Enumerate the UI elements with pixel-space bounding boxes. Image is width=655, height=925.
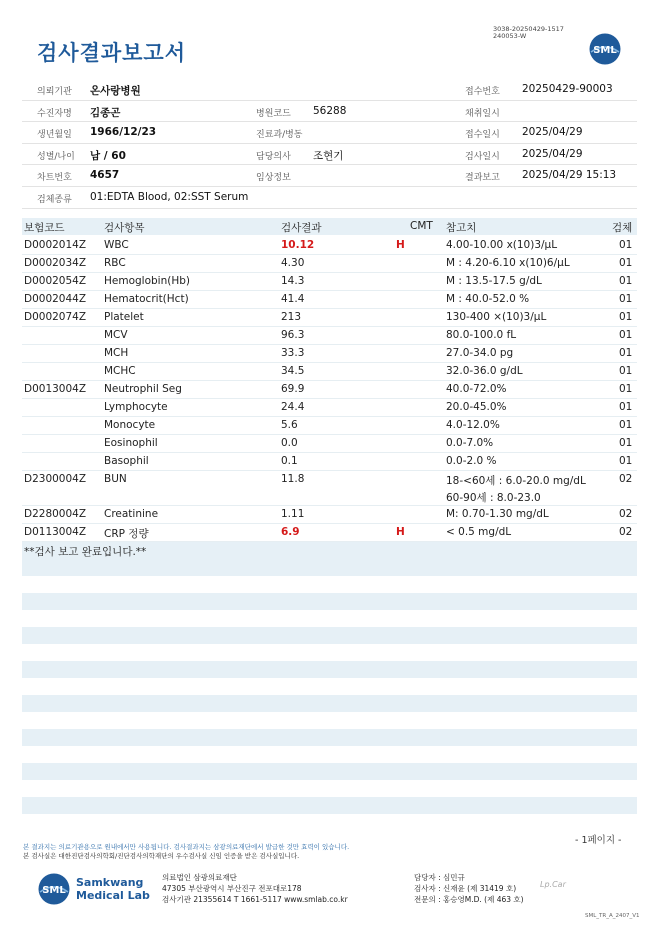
dept-label: 진료과/병동 [256, 130, 303, 141]
blank-row [22, 729, 637, 746]
table-row [22, 345, 637, 363]
table-row [22, 363, 637, 381]
table-row [22, 273, 637, 291]
info-row [22, 165, 637, 187]
table-row [22, 255, 637, 273]
reference-range: < 0.5 mg/dL [446, 526, 512, 538]
test-result: 5.6 [281, 419, 298, 431]
blank-row [22, 627, 637, 644]
header-specimen: 검체 [612, 222, 633, 234]
staff-info [414, 872, 524, 905]
brand-name [76, 876, 150, 902]
signature: Lp.Car [540, 880, 566, 889]
info-row [22, 122, 637, 144]
page-number: - 1페이지 - [575, 835, 622, 846]
receipt-no-value: 20250429-90003 [522, 83, 613, 95]
form-code: SML_TR_A_2407_V1 [585, 913, 640, 919]
test-code: D0013004Z [24, 383, 87, 395]
test-result: 10.12 [281, 239, 315, 251]
info-row [22, 79, 637, 101]
test-item: MCV [104, 329, 128, 341]
info-row [22, 187, 637, 209]
test-result: 34.5 [281, 365, 305, 377]
footer-notice: 본 결과지는 의료기관용으로 원내에서만 사용됩니다. 검사결과지는 삼광의료재단에서 발급한 것만 효력이 있습니다. [23, 843, 350, 851]
test-date-value: 2025/04/29 [522, 147, 583, 160]
reference-range: 80.0-100.0 fL [446, 329, 517, 341]
footer-logo-text: SML [42, 885, 66, 896]
info-row [22, 101, 637, 123]
specimen-code: 01 [619, 437, 633, 449]
results-table-header [22, 218, 637, 235]
specimen-type-value: 01:EDTA Blood, 02:SST Serum [90, 190, 249, 203]
blank-row [22, 695, 637, 712]
specimen-code: 01 [619, 365, 633, 377]
reference-range: M : 4.20-6.10 x(10)6/μL [446, 257, 570, 269]
lab-address [162, 872, 348, 905]
header-code: 보험코드 [24, 222, 65, 234]
reference-range: 4.00-10.00 x(10)3/μL [446, 239, 558, 251]
test-result: 33.3 [281, 347, 305, 359]
table-row [22, 291, 637, 309]
specimen-code: 01 [619, 257, 633, 269]
specimen-code: 02 [619, 508, 633, 520]
institution-label: 의뢰기관 [37, 87, 72, 97]
table-row [22, 327, 637, 345]
receipt-date-value: 2025/04/29 [522, 126, 583, 139]
test-item: Hemoglobin(Hb) [104, 275, 191, 287]
test-result: 0.1 [281, 455, 298, 467]
test-result: 24.4 [281, 401, 305, 413]
test-result: 41.4 [281, 293, 305, 305]
table-row [22, 435, 637, 453]
report-complete-text: **검사 보고 완료입니다.** [24, 546, 147, 558]
test-code: D0002034Z [24, 257, 87, 269]
test-item: BUN [104, 473, 127, 485]
test-code: D0002054Z [24, 275, 87, 287]
addr-line2: 47305 부산광역시 부산진구 전포대로178 [162, 884, 302, 893]
test-item: MCH [104, 347, 129, 359]
report-date-label: 결과보고 [465, 173, 500, 184]
test-item: RBC [104, 257, 126, 269]
reference-range: M : 40.0-52.0 % [446, 293, 530, 305]
test-item: Platelet [104, 311, 144, 323]
addr-line1: 의료법인 삼광의료재단 [162, 873, 237, 882]
blank-row [22, 661, 637, 678]
test-result: 213 [281, 311, 302, 323]
report-date-value: 2025/04/29 15:13 [522, 169, 617, 182]
staff-line3: 전문의 : 홍승영M.D. (제 463 호) [414, 895, 524, 904]
collection-date-label: 채취일시 [465, 108, 500, 119]
accreditation-notice: 본 검사실은 대한진단검사의학회/진단검사의학재단의 우수검사실 신임 인증을 받은 검사실입니다. [23, 852, 300, 860]
clinical-info-label: 임상정보 [256, 173, 291, 184]
test-result: 96.3 [281, 329, 305, 341]
blank-row [22, 797, 637, 814]
staff-line2: 검사자 : 신재윤 (제 31419 호) [414, 884, 517, 893]
specimen-code: 01 [619, 401, 633, 413]
staff-line1: 담당자 : 심민규 [414, 873, 465, 882]
doctor-value: 조현기 [313, 149, 344, 162]
specimen-code: 01 [619, 419, 633, 431]
reference-range: 130-400 ×(10)3/μL [446, 311, 547, 323]
reference-range: 18-<60세 : 6.0-20.0 mg/dL [446, 475, 586, 487]
specimen-code: 01 [619, 329, 633, 341]
test-item: WBC [104, 239, 129, 251]
test-date-label: 검사일시 [465, 151, 500, 162]
reference-range: M : 13.5-17.5 g/dL [446, 275, 542, 287]
patient-value: 김종곤 [90, 106, 121, 119]
results-table-body [22, 237, 637, 560]
specimen-code: 01 [619, 383, 633, 395]
test-item: Hematocrit(Hct) [104, 293, 189, 305]
chart-no-label: 차트번호 [37, 173, 72, 184]
header-item: 검사항목 [104, 222, 145, 234]
specimen-code: 01 [619, 347, 633, 359]
table-row [22, 309, 637, 327]
receipt-date-label: 접수일시 [465, 130, 500, 141]
test-flag: H [396, 239, 405, 251]
test-item: Lymphocyte [104, 401, 168, 413]
header-result: 검사결과 [281, 222, 322, 234]
header-cmt: CMT [410, 220, 433, 232]
table-row [22, 237, 637, 255]
reference-range: 32.0-36.0 g/dL [446, 365, 523, 377]
reference-range: 40.0-72.0% [446, 383, 507, 395]
patient-label: 수진자명 [37, 108, 72, 119]
table-row [22, 453, 637, 471]
specimen-code: 02 [619, 473, 633, 485]
specimen-code: 01 [619, 293, 633, 305]
birth-label: 생년월일 [37, 130, 72, 141]
specimen-code: 02 [619, 526, 633, 538]
hospital-code-value: 56288 [313, 104, 347, 117]
specimen-code: 01 [619, 239, 633, 251]
test-item: Neutrophil Seg [104, 383, 182, 395]
table-row [22, 524, 637, 542]
test-result: 1.11 [281, 508, 305, 520]
birth-value: 1966/12/23 [90, 126, 157, 139]
test-result: 14.3 [281, 275, 305, 287]
test-result: 0.0 [281, 437, 298, 449]
test-code: D0002044Z [24, 293, 87, 305]
sml-footer-logo [37, 872, 71, 906]
reference-range: 20.0-45.0% [446, 401, 507, 413]
table-row [22, 381, 637, 399]
test-code: D0002014Z [24, 239, 87, 251]
table-row [22, 399, 637, 417]
specimen-type-label: 검체종류 [37, 194, 72, 205]
test-result: 6.9 [281, 526, 300, 538]
addr-line3: 검사기관 21355614 T 1661-5117 www.smlab.co.kr [162, 895, 348, 904]
blank-row [22, 559, 637, 576]
test-flag: H [396, 526, 405, 538]
test-result: 11.8 [281, 473, 305, 485]
document-id-line2: 240053-W [493, 32, 527, 40]
institution-value: 온사랑병원 [90, 85, 141, 97]
page-title: 검사결과보고서 [37, 41, 187, 65]
patient-info [22, 79, 637, 209]
logo-text: SML [593, 45, 617, 56]
test-item: Eosinophil [104, 437, 158, 449]
test-code: D0113004Z [24, 526, 87, 538]
reference-range: 27.0-34.0 pg [446, 347, 514, 359]
test-code: D2280004Z [24, 508, 87, 520]
sex-age-value: 남 / 60 [90, 149, 126, 162]
table-row [22, 417, 637, 435]
test-item: Monocyte [104, 419, 156, 431]
specimen-code: 01 [619, 455, 633, 467]
blank-row [22, 763, 637, 780]
test-item: Basophil [104, 455, 149, 467]
receipt-no-label: 접수번호 [465, 87, 500, 97]
hospital-code-label: 병원코드 [256, 108, 291, 119]
test-result: 69.9 [281, 383, 305, 395]
reference-range: 0.0-2.0 % [446, 455, 497, 467]
document-id-line1: 3038-20250429-1517 [493, 25, 564, 33]
info-row [22, 144, 637, 166]
header-reference: 참고치 [446, 222, 477, 234]
reference-range-line2: 60-90세 : 8.0-23.0 [446, 492, 541, 504]
reference-range: 4.0-12.0% [446, 419, 500, 431]
brand-line1: Samkwang [76, 876, 144, 889]
report-complete-note [22, 542, 637, 560]
sex-age-label: 성별/나이 [37, 151, 75, 162]
reference-range: M: 0.70-1.30 mg/dL [446, 508, 549, 520]
test-code: D0002074Z [24, 311, 87, 323]
table-row [22, 506, 637, 524]
sml-logo [588, 32, 622, 66]
test-item: Creatinine [104, 508, 159, 520]
doctor-label: 담당의사 [256, 151, 291, 162]
test-item: MCHC [104, 365, 136, 377]
table-row [22, 471, 637, 506]
test-code: D2300004Z [24, 473, 87, 485]
empty-report-area [22, 559, 637, 831]
chart-no-value: 4657 [90, 169, 120, 182]
specimen-code: 01 [619, 275, 633, 287]
specimen-code: 01 [619, 311, 633, 323]
test-result: 4.30 [281, 257, 305, 269]
brand-line2: Medical Lab [76, 889, 150, 902]
test-item: CRP 정량 [104, 528, 149, 540]
blank-row [22, 593, 637, 610]
document-id [493, 26, 564, 40]
reference-range: 0.0-7.0% [446, 437, 494, 449]
